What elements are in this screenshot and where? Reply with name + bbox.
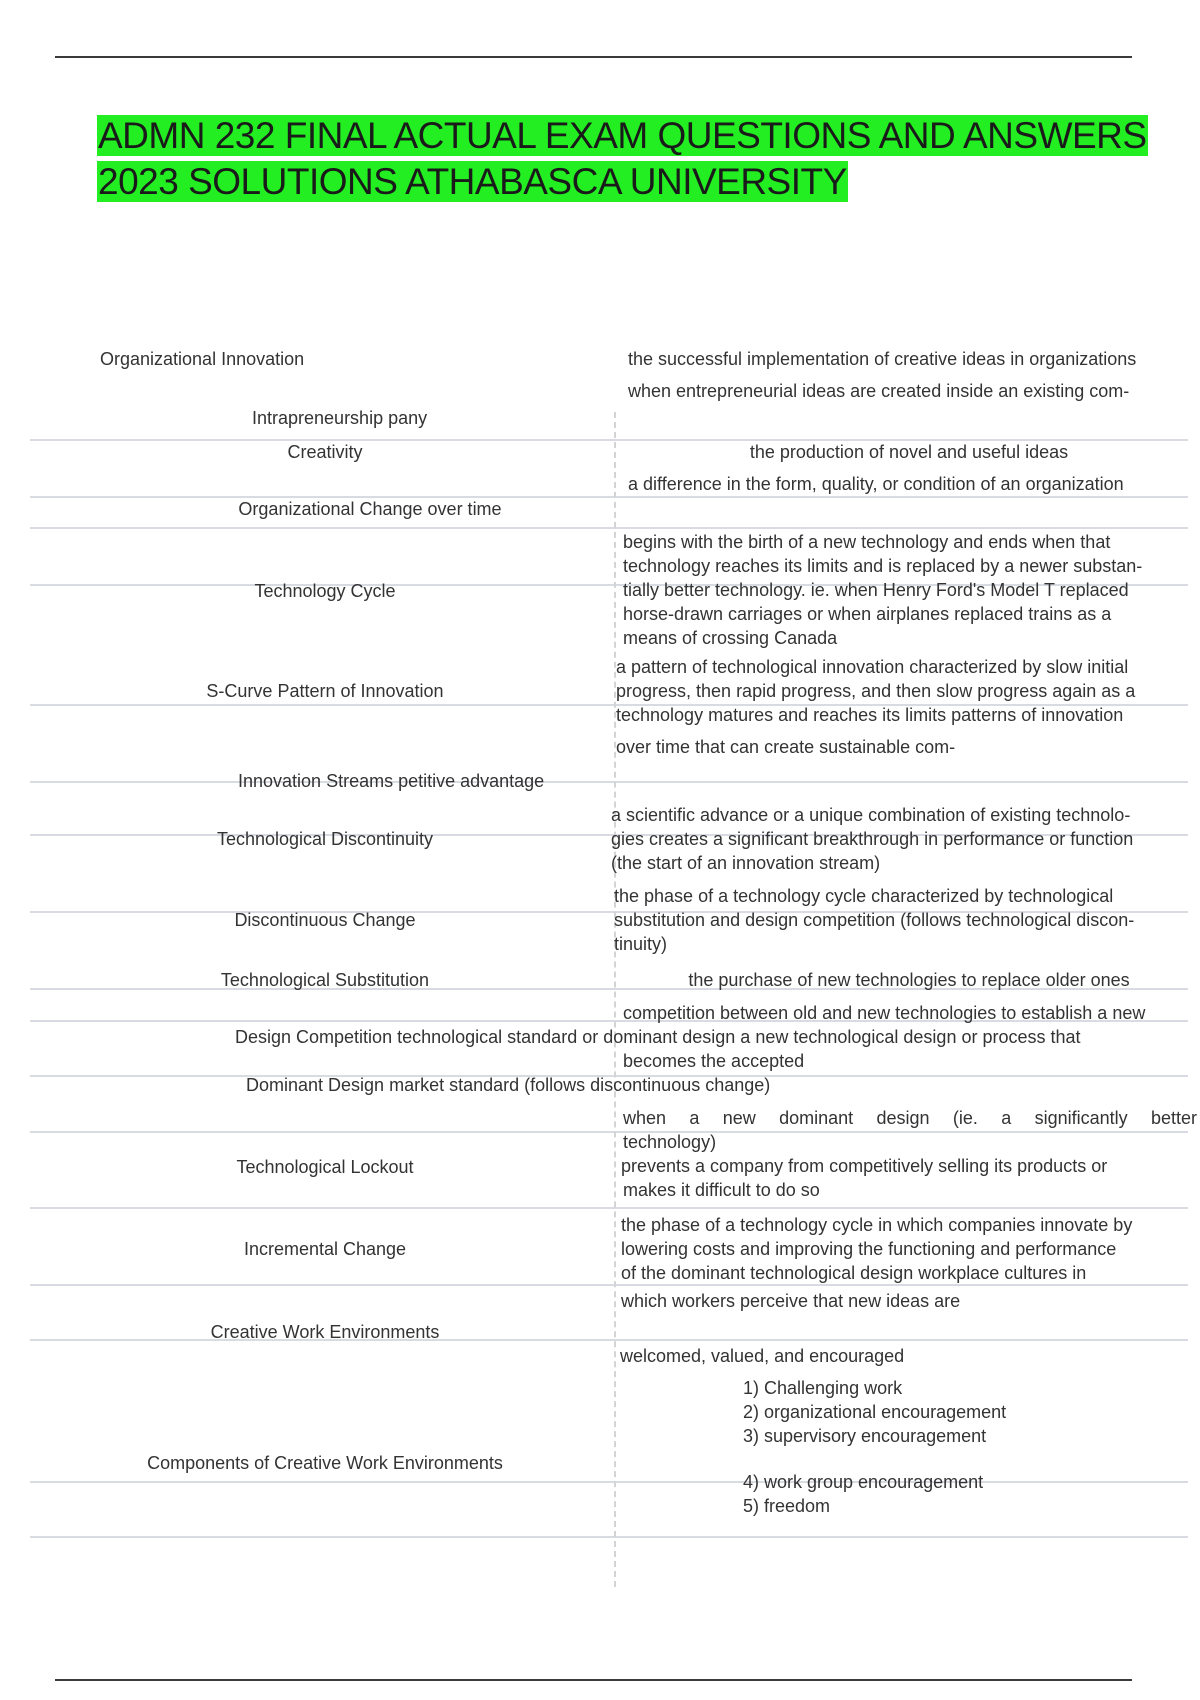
definition-organizational-innovation: the successful implementation of creative ideas in organizations — [628, 349, 1137, 369]
term-technological-lockout: Technological Lockout — [236, 1157, 414, 1177]
definition-technology-cycle — [623, 530, 1197, 650]
title-line-2: 2023 SOLUTIONS ATHABASCA UNIVERSITY — [98, 161, 847, 202]
definition-line: prevents a company from competitively selling its products or — [621, 1156, 1108, 1176]
term-technology-cycle: Technology Cycle — [254, 581, 396, 601]
definition-design-competition: competition between old and new technologies to establish a new — [623, 1003, 1146, 1023]
definition-line: gies creates a significant breakthrough in performance or function — [611, 829, 1134, 849]
term-dominant-design: Dominant Design market standard (follows discontinuous change) — [246, 1075, 771, 1095]
definition-line: a scientific advance or a unique combination of existing technolo- — [611, 805, 1131, 825]
definition-organizational-change: a difference in the form, quality, or condition of an organization — [628, 474, 1124, 494]
definition-technological-lockout-cont — [621, 1130, 1197, 1202]
definition-line: begins with the birth of a new technology and ends when that — [623, 532, 1111, 552]
definition-line: tinuity) — [614, 934, 668, 954]
definition-line: tially better technology. ie. when Henry Ford's Model T replaced — [623, 580, 1129, 600]
definition-line: technology) — [623, 1132, 717, 1152]
definition-discontinuous-change — [614, 884, 1197, 956]
list-item: 5) freedom — [743, 1496, 831, 1516]
definition-design-competition-end: becomes the accepted — [623, 1051, 805, 1071]
title-line-1: ADMN 232 FINAL ACTUAL EXAM QUESTIONS AND ANSWERS — [98, 115, 1147, 156]
list-item: 4) work group encouragement — [743, 1472, 984, 1492]
term-innovation-streams: Innovation Streams petitive advantage — [238, 771, 545, 791]
row-separator — [30, 1536, 1188, 1538]
term-components: Components of Creative Work Environments — [147, 1453, 503, 1473]
term-organizational-innovation: Organizational Innovation — [100, 349, 305, 369]
row-separator — [30, 781, 1188, 783]
term-design-competition: Design Competition technological standard or dominant design a new technological design or process that — [235, 1027, 1081, 1047]
term-discontinuous-change: Discontinuous Change — [234, 910, 416, 930]
list-item: 3) supervisory encouragement — [743, 1426, 987, 1446]
definition-line: substitution and design competition (follows technological discon- — [614, 910, 1135, 930]
definition-technological-substitution: the purchase of new technologies to replace older ones — [688, 970, 1130, 990]
bottom-rule — [55, 1679, 1132, 1681]
definition-line: progress, then rapid progress, and then slow progress again as a — [616, 681, 1136, 701]
definition-s-curve — [616, 655, 1197, 759]
definition-technological-discontinuity — [611, 803, 1197, 875]
definition-creativity: the production of novel and useful ideas — [749, 442, 1069, 462]
definition-line: technology matures and reaches its limits patterns of innovation — [616, 705, 1124, 725]
term-creative-work-environments: Creative Work Environments — [210, 1322, 440, 1342]
definition-line: technology reaches its limits and is replaced by a newer substan- — [623, 556, 1143, 576]
definition-creative-work-environments: welcomed, valued, and encouraged — [620, 1346, 905, 1366]
term-technological-substitution: Technological Substitution — [220, 970, 430, 990]
term-organizational-change: Organizational Change over time — [238, 499, 502, 519]
definition-intrapreneurship: when entrepreneurial ideas are created inside an existing com- — [628, 381, 1130, 401]
term-incremental-change: Incremental Change — [243, 1239, 407, 1259]
list-item: 1) Challenging work — [743, 1378, 903, 1398]
definition-line: lowering costs and improving the functioning and performance — [621, 1239, 1117, 1259]
definition-incremental-change — [621, 1213, 1197, 1313]
definition-line: the phase of a technology cycle characterized by technological — [614, 886, 1114, 906]
document-title — [97, 113, 1157, 205]
term-intrapreneurship: Intrapreneurship pany — [252, 408, 428, 428]
definition-line: means of crossing Canada — [623, 628, 838, 648]
row-separator — [30, 1207, 1188, 1209]
definition-line: which workers perceive that new ideas are — [621, 1291, 961, 1311]
definition-line: of the dominant technological design workplace cultures in — [621, 1263, 1087, 1283]
definition-line: horse-drawn carriages or when airplanes replaced trains as a — [623, 604, 1112, 624]
definition-line: the phase of a technology cycle in which companies innovate by — [621, 1215, 1133, 1235]
definition-line: makes it difficult to do so — [623, 1180, 820, 1200]
definition-line: (the start of an innovation stream) — [611, 853, 881, 873]
list-item: 2) organizational encouragement — [743, 1402, 1007, 1422]
definition-line: over time that can create sustainable com- — [616, 737, 956, 757]
term-creativity: Creativity — [287, 442, 363, 462]
term-technological-discontinuity: Technological Discontinuity — [216, 829, 434, 849]
column-divider — [614, 412, 616, 1587]
row-separator — [30, 527, 1188, 529]
term-s-curve: S-Curve Pattern of Innovation — [206, 681, 444, 701]
definition-line: a pattern of technological innovation characterized by slow initial — [616, 657, 1129, 677]
top-rule — [55, 56, 1132, 58]
components-list — [743, 1376, 1143, 1518]
definition-technological-lockout: when a new dominant design (ie. a significantly better — [623, 1108, 1197, 1128]
